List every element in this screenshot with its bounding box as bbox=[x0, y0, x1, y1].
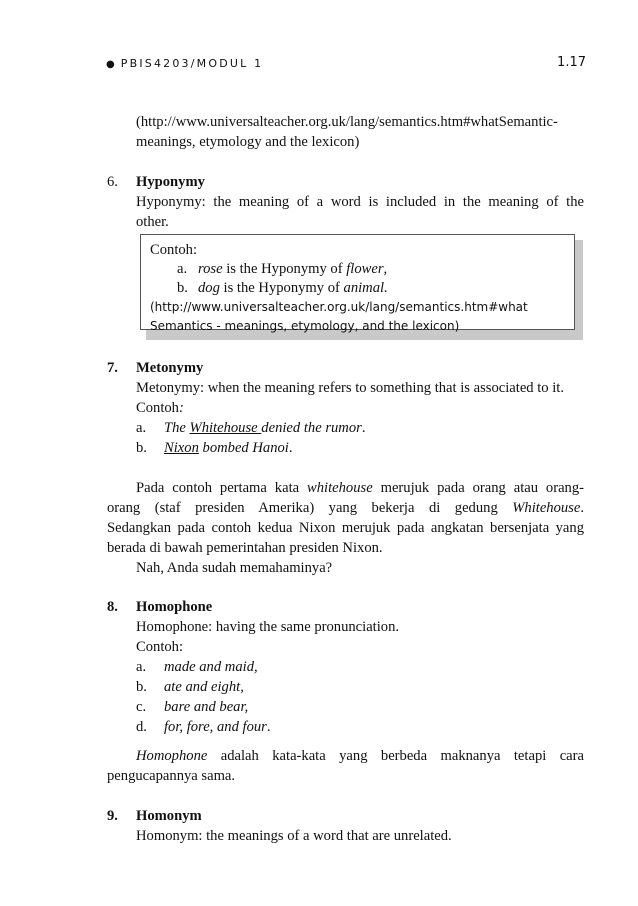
section-7 bbox=[136, 358, 584, 458]
section-7-contoh bbox=[136, 398, 584, 418]
bullet-icon: ● bbox=[106, 59, 115, 70]
item-label: a. bbox=[136, 420, 147, 436]
item-label: a. bbox=[177, 261, 188, 277]
section-6-def-line-2: other. bbox=[136, 214, 169, 230]
section-6 bbox=[136, 172, 584, 232]
section-8-title: Homophone bbox=[136, 599, 213, 615]
callout-item-a bbox=[150, 260, 570, 279]
section-8-contoh: Contoh: bbox=[136, 639, 184, 655]
module-label: PBIS4203/MODUL 1 bbox=[120, 57, 264, 70]
section-8-paragraph bbox=[107, 746, 584, 786]
section-7-def: Metonymy: when the meaning refers to something that is associated to it. bbox=[136, 380, 564, 396]
callout-source-1: (http://www.universalteacher.org.uk/lang/semantics.htm#what bbox=[150, 300, 528, 314]
item-punct: . bbox=[288, 440, 293, 456]
para-line-1: Homophone adalah kata-kata yang berbeda maknanya tetapi cara bbox=[136, 748, 584, 764]
contoh-colon: : bbox=[178, 400, 184, 416]
item-text: is the Hyponymy of bbox=[222, 261, 347, 277]
para-line-1: Pada contoh pertama kata whitehouse merujuk pada orang atau orang- bbox=[136, 480, 585, 496]
item-word: dog bbox=[198, 280, 220, 296]
section-7-paragraph bbox=[107, 478, 584, 578]
para-line-4: berada di bawah pemerintahan presiden Nixon. bbox=[107, 540, 383, 556]
item-underlined: Whitehouse bbox=[189, 420, 262, 436]
module-code bbox=[106, 57, 263, 70]
section-7-item-a bbox=[136, 418, 584, 438]
intro-line-2: meanings, etymology and the lexicon) bbox=[136, 134, 360, 150]
item-word: rose bbox=[198, 261, 223, 277]
section-9-def: Homonym: the meanings of a word that are unrelated. bbox=[136, 828, 452, 844]
item-punct: , bbox=[383, 261, 388, 277]
item-text: bombed Hanoi bbox=[198, 440, 289, 456]
item-word: animal. bbox=[343, 280, 388, 296]
list-item: d. for, fore, and four . bbox=[136, 719, 271, 735]
section-9 bbox=[136, 806, 584, 846]
running-header bbox=[106, 55, 586, 75]
page-number: 1.17 bbox=[557, 55, 586, 70]
list-item: c. bare and bear, bbox=[136, 699, 249, 715]
para-line-3: Sedangkan pada contoh kedua Nixon merujuk pada angkatan bersenjata yang bbox=[107, 520, 584, 536]
item-word: flower bbox=[346, 261, 384, 277]
section-8-number: 8. bbox=[107, 599, 118, 615]
item-text: denied the rumor bbox=[261, 420, 362, 436]
section-8-def: Homophone: having the same pronunciation. bbox=[136, 619, 400, 635]
callout-source-2: Semantics - meanings, etymology, and the lexicon) bbox=[150, 319, 460, 333]
para-question: Nah, Anda sudah memahaminya? bbox=[136, 560, 333, 576]
item-text: The bbox=[164, 420, 190, 436]
section-7-title: Metonymy bbox=[136, 360, 204, 376]
list-item: a. made and maid , bbox=[136, 659, 258, 675]
para-line-2: pengucapannya sama. bbox=[107, 768, 236, 784]
section-6-def-line-1: Hyponymy: the meaning of a word is included in the meaning of the bbox=[136, 194, 584, 210]
section-7-number: 7. bbox=[107, 360, 118, 376]
list-item: b. ate and eight , bbox=[136, 679, 244, 695]
item-label: b. bbox=[136, 440, 147, 456]
example-callout-box bbox=[140, 234, 575, 333]
section-6-number: 6. bbox=[107, 174, 118, 190]
callout-item-b bbox=[150, 279, 570, 298]
section-9-number: 9. bbox=[107, 808, 118, 824]
section-7-item-b bbox=[136, 438, 584, 458]
item-punct: . bbox=[361, 420, 366, 436]
item-underlined: Nixon bbox=[164, 440, 199, 456]
contoh-label: Contoh bbox=[136, 400, 179, 416]
section-6-title: Hyponymy bbox=[136, 174, 205, 190]
section-9-title: Homonym bbox=[136, 808, 202, 824]
item-label: b. bbox=[177, 280, 188, 296]
intro-citation bbox=[136, 112, 584, 152]
intro-line-1: (http://www.universalteacher.org.uk/lang/semantics.htm#whatSemantic- bbox=[136, 114, 558, 130]
section-8 bbox=[136, 597, 584, 737]
item-text: is the Hyponymy of bbox=[219, 280, 344, 296]
callout-contoh: Contoh: bbox=[150, 242, 198, 258]
para-line-2: orang (staf presiden Amerika) yang bekerja di gedung Whitehouse. bbox=[107, 500, 584, 516]
